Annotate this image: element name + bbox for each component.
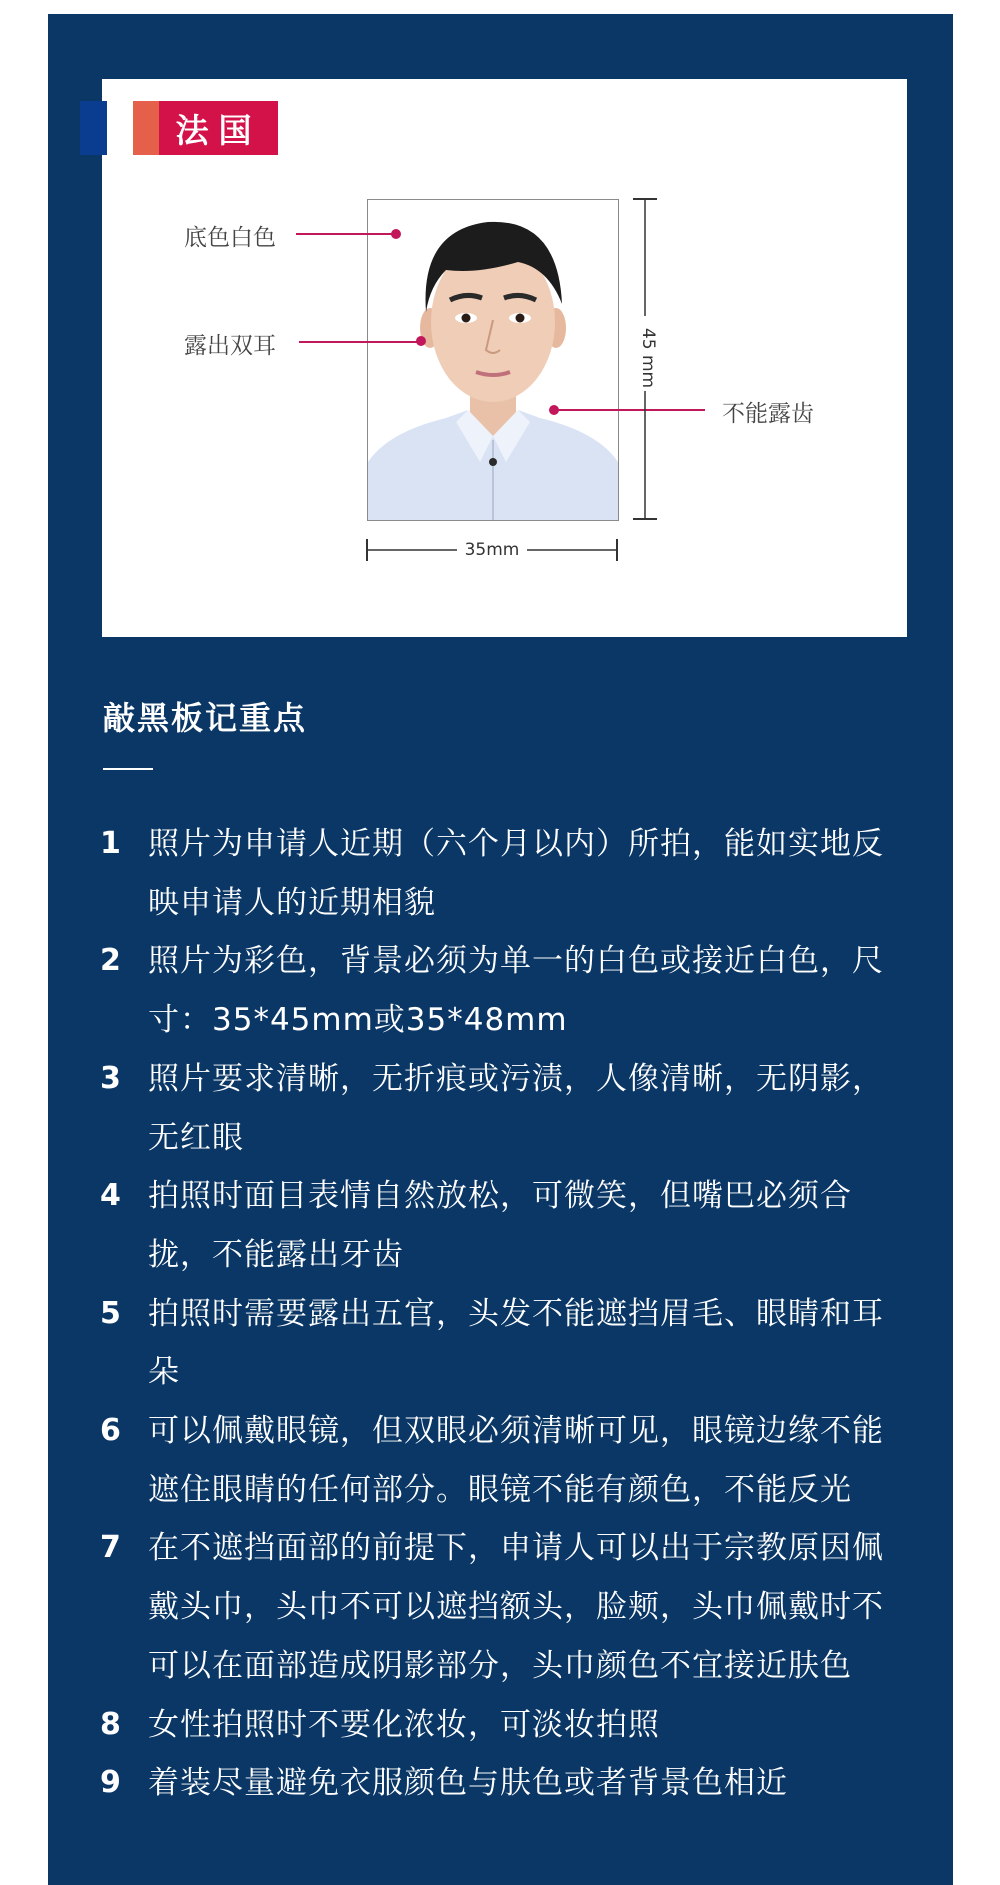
- section-title: 敲黑板记重点: [103, 699, 308, 737]
- tips-list: [98, 815, 908, 1813]
- height-dimension-label: 45 mm: [638, 327, 658, 389]
- tip-text: 拍照时面目表情自然放松，可微笑，但嘴巴必须合拢，不能露出牙齿: [148, 1178, 852, 1273]
- tip-text: 照片为彩色，背景必须为单一的白色或接近白色，尺寸：35*45mm或35*48mm: [148, 943, 884, 1039]
- tip-number: 9: [100, 1765, 121, 1801]
- width-dimension-label: 35mm: [464, 540, 520, 560]
- flag-red-stripe: [133, 101, 159, 155]
- portrait-illustration: [368, 200, 618, 520]
- tip-item: [98, 815, 908, 932]
- tip-number: 6: [100, 1413, 121, 1449]
- tip-number: 5: [100, 1295, 121, 1331]
- callout-teeth-label: 不能露齿: [722, 401, 814, 427]
- tip-text: 照片为申请人近期（六个月以内）所拍，能如实地反映申请人的近期相貌: [148, 826, 884, 921]
- tip-number: 4: [100, 1178, 121, 1214]
- callout-ears-dot: [416, 336, 426, 346]
- tip-text: 可以佩戴眼镜，但双眼必须清晰可见，眼镜边缘不能遮住眼睛的任何部分。眼镜不能有颜色，不能反光: [148, 1413, 884, 1508]
- tip-item: [98, 1167, 908, 1284]
- tip-item: [98, 1050, 908, 1167]
- tip-text: 女性拍照时不要化浓妆，可淡妆拍照: [148, 1706, 660, 1743]
- callout-background-line: [296, 233, 396, 235]
- tip-item: [98, 1754, 908, 1813]
- tip-item: [98, 1285, 908, 1402]
- callout-ears-line: [299, 341, 421, 343]
- tip-text: 照片要求清晰，无折痕或污渍，人像清晰，无阴影，无红眼: [148, 1060, 884, 1156]
- tip-item: [98, 932, 908, 1049]
- france-flag-icon: [80, 101, 134, 155]
- sample-passport-photo: [367, 199, 619, 521]
- tip-number: 2: [100, 943, 121, 979]
- tip-item: [98, 1402, 908, 1519]
- tip-item: [98, 1519, 908, 1695]
- tip-number: 8: [100, 1706, 121, 1742]
- section-divider: [103, 768, 153, 770]
- tip-text: 在不遮挡面部的前提下，申请人可以出于宗教原因佩戴头巾，头巾不可以遮挡额头，脸颊，头巾佩戴时不可以在面部造成阴影部分，头巾颜色不宜接近肤色: [148, 1530, 884, 1684]
- tip-number: 1: [100, 826, 121, 861]
- tip-text: 着装尽量避免衣服颜色与肤色或者背景色相近: [148, 1765, 788, 1802]
- callout-ears-label: 露出双耳: [184, 333, 276, 359]
- tip-item: [98, 1696, 908, 1755]
- tip-text: 拍照时需要露出五官，头发不能遮挡眉毛、眼睛和耳朵: [148, 1295, 884, 1391]
- callout-background-dot: [391, 229, 401, 239]
- tip-number: 7: [100, 1530, 121, 1566]
- country-tag: 法国: [159, 101, 278, 155]
- callout-background-label: 底色白色: [184, 225, 276, 251]
- tip-number: 3: [100, 1060, 121, 1096]
